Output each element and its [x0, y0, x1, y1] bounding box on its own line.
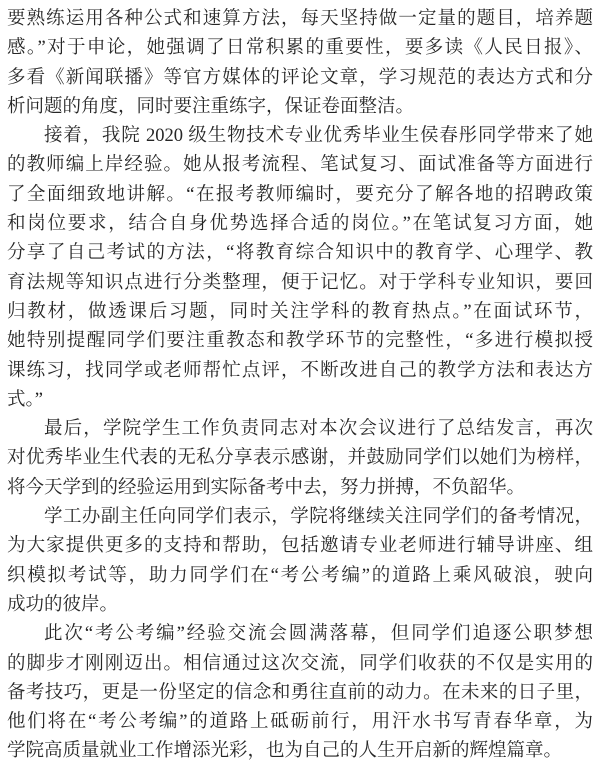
- text-line: 课练习，找同学或老师帮忙点评，不断改进自己的教学方法和表达方: [7, 360, 593, 381]
- text-line: 了全面细致地讲解。“在报考教师编时，要充分了解各地的招聘政策: [7, 184, 593, 205]
- text-line: 感。”对于申论，她强调了日常积累的重要性，要多读《人民日报》、: [7, 38, 593, 59]
- text-line: 多看《新闻联播》等官方媒体的评论文章，学习规范的表达方式和分: [7, 67, 593, 88]
- text-line: 学院高质量就业工作增添光彩，也为自己的人生开启新的辉煌篇章。: [7, 741, 563, 762]
- document-body: [7, 5, 593, 767]
- text-line: 的教师编上岸经验。她从报考流程、笔试复习、面试准备等方面进行: [7, 155, 593, 176]
- text-line: 接着，我院 2020 级生物技术专业优秀毕业生侯春彤同学带来了她: [44, 126, 593, 147]
- text-line: 为大家提供更多的支持和帮助，包括邀请专业老师进行辅导讲座、组: [7, 536, 593, 557]
- text-line: 式。”: [7, 389, 43, 410]
- text-line: 备考技巧，更是一份坚定的信念和勇往直前的动力。在未来的日子里，: [7, 682, 593, 703]
- text-line: 育法规等知识点进行分类整理，便于记忆。对于学科专业知识，要回: [7, 272, 593, 293]
- text-line: 将今天学到的经验运用到实际备考中去，努力拼搏，不负韶华。: [7, 477, 526, 498]
- text-line: 她特别提醒同学们要注重教态和教学环节的完整性，“多进行模拟授: [7, 331, 593, 352]
- text-line: 和岗位要求，结合自身优势选择合适的岗位。”在笔试复习方面，她: [7, 214, 593, 235]
- text-line: 织模拟考试等，助力同学们在“考公考编”的道路上乘风破浪，驶向: [7, 565, 593, 586]
- text-line: 最后，学院学生工作负责同志对本次会议进行了总结发言，再次: [44, 419, 593, 440]
- text-line: 他们将在“考公考编”的道路上砥砺前行，用汗水书写青春华章，为: [7, 712, 593, 733]
- text-line: 成功的彼岸。: [7, 594, 119, 615]
- text-line: 此次“考公考编”经验交流会圆满落幕，但同学们追逐公职梦想: [44, 624, 593, 645]
- text-line: 的脚步才刚刚迈出。相信通过这次交流，同学们收获的不仅是实用的: [7, 653, 593, 674]
- text-line: 学工办副主任向同学们表示，学院将继续关注同学们的备考情况，: [44, 507, 593, 528]
- text-line: 要熟练运用各种公式和速算方法，每天坚持做一定量的题目，培养题: [7, 9, 593, 29]
- text-line: 分享了自己考试的方法，“将教育综合知识中的教育学、心理学、教: [7, 243, 593, 264]
- text-line: 对优秀毕业生代表的无私分享表示感谢，并鼓励同学们以她们为榜样，: [7, 448, 593, 469]
- text-line: 归教材，做透课后习题，同时关注学科的教育热点。”在面试环节，: [7, 301, 593, 322]
- text-line: 析问题的角度，同时要注重练字，保证卷面整洁。: [7, 96, 415, 117]
